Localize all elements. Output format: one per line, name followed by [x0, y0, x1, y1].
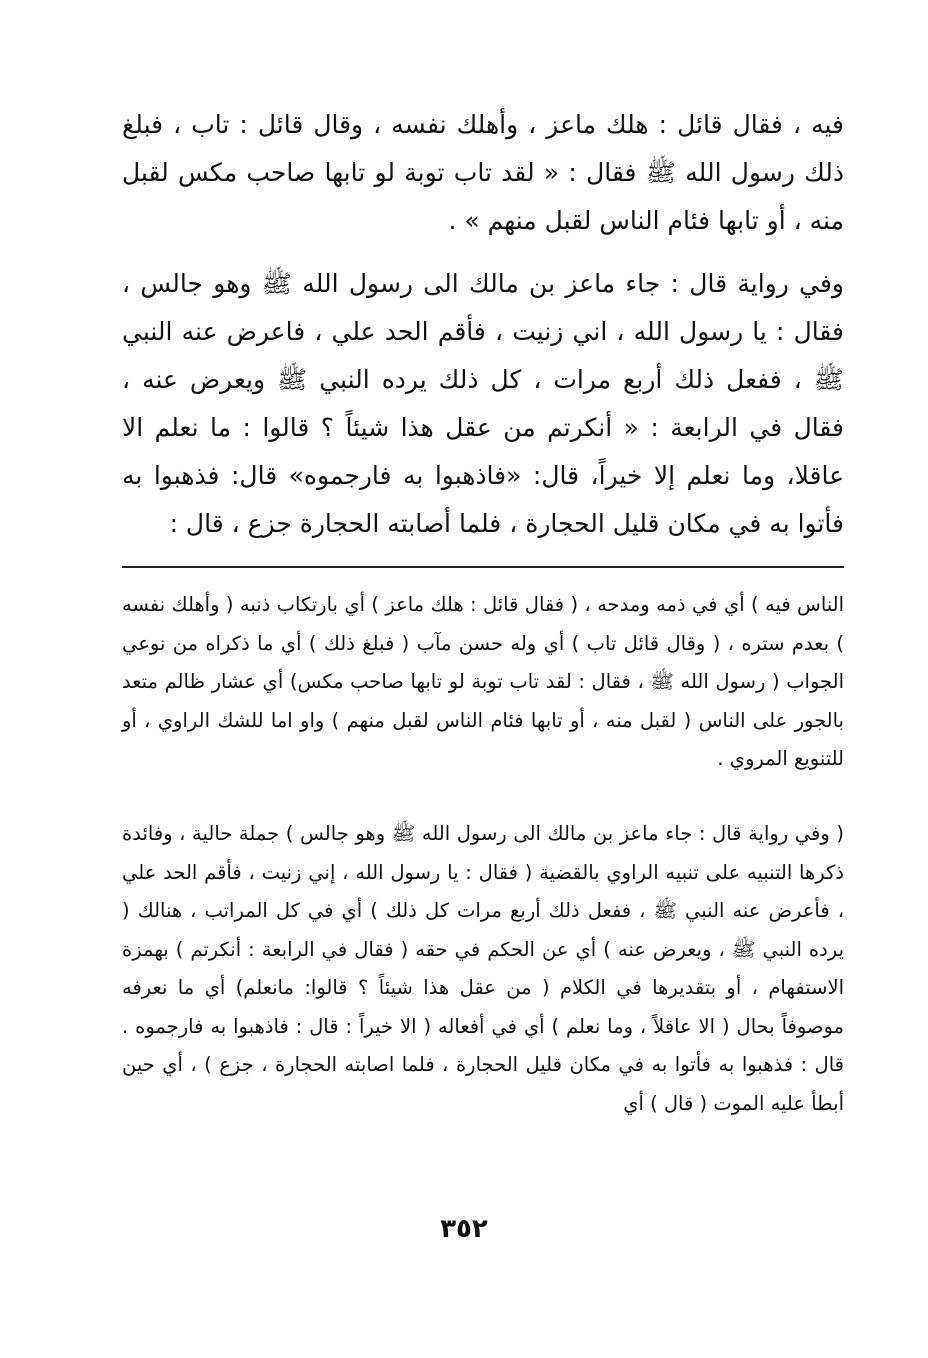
footnote-paragraph-2: ( وفي رواية قال : جاء ماعز بن مالك الى رسول الله ﷺ وهو جالس ) جملة حالية ، وفائدة ذكرها التنبيه على تنبيه الراوي بالقضية ( فقال : يا رسول الله ، إني زنيت ، فأقم الحد علي ، فأعرض عنه النبي ﷺ ، ففعل ذلك أربع مرات كل ذلك ) أي في كل المراتب ، هنالك ( يرده النبي ﷺ ، ويعرض عنه ) أي عن الحكم في حقه ( فقال في الرابعة : أنكرتم ) بهمزة الاستفهام ، أو بتقديرها في الكلام ( من عقل هذا شيئاً ؟ قالوا: مانعلم) أي ما نعرفه موصوفاً بحال ( الا عاقلاً ، وما نعلم ) أي في أفعاله ( الا خيراً : قال : فاذهبوا به فارجموه . قال : فذهبوا به فأتوا به في مكان قليل الحجارة ، فلما اصابته الحجارة ، جزع ) ، أي حين أبطأ عليه الموت ( قال ) أي	[122, 822, 844, 1115]
footnote-separator-line	[122, 566, 844, 568]
page-number: ٣٥٢	[440, 1214, 488, 1244]
main-paragraph-2: وفي رواية قال : جاء ماعز بن مالك الى رسول الله ﷺ وهو جالس ، فقال : يا رسول الله ، اني زنيت ، فأقم الحد علي ، فاعرض عنه النبي ﷺ ، ففعل ذلك أربع مرات ، كل ذلك يرده النبي ﷺ ويعرض عنه ، فقال في الرابعة : « أنكرتم من عقل هذا شيئاً ؟ قالوا : ما نعلم الا عاقلا، وما نعلم إلا خيراً، قال: «فاذهبوا به فارجموه» قال: فذهبوا به فأتوا به في مكان قليل الحجارة ، فلما أصابته الحجارة جزع ، قال :	[122, 269, 844, 538]
footnote-paragraph-1: الناس فيه ) أي في ذمه ومدحه ، ( فقال قائل : هلك ماعز ) أي بارتكاب ذنبه ( وأهلك نفسه ) بعدم ستره ، ( وقال قائل تاب ) أي وله حسن مآب ( فبلغ ذلك ) أي ما ذكراه من نوعي الجواب ( رسول الله ﷺ ، فقال : لقد تاب توبة لو تابها صاحب مكس) أي عشار ظالم متعد بالجور على الناس ( لقبل منه ، أو تابها فئام الناس لقبل منهم ) واو اما للشك الراوي ، أو للتنويع المروي .	[122, 593, 844, 770]
main-paragraph-1: فيه ، فقال قائل : هلك ماعز ، وأهلك نفسه ، وقال قائل : تاب ، فبلغ ذلك رسول الله ﷺ فقال : « لقد تاب توبة لو تابها صاحب مكس لقبل منه ، أو تابها فئام الناس لقبل منهم » .	[122, 110, 844, 235]
